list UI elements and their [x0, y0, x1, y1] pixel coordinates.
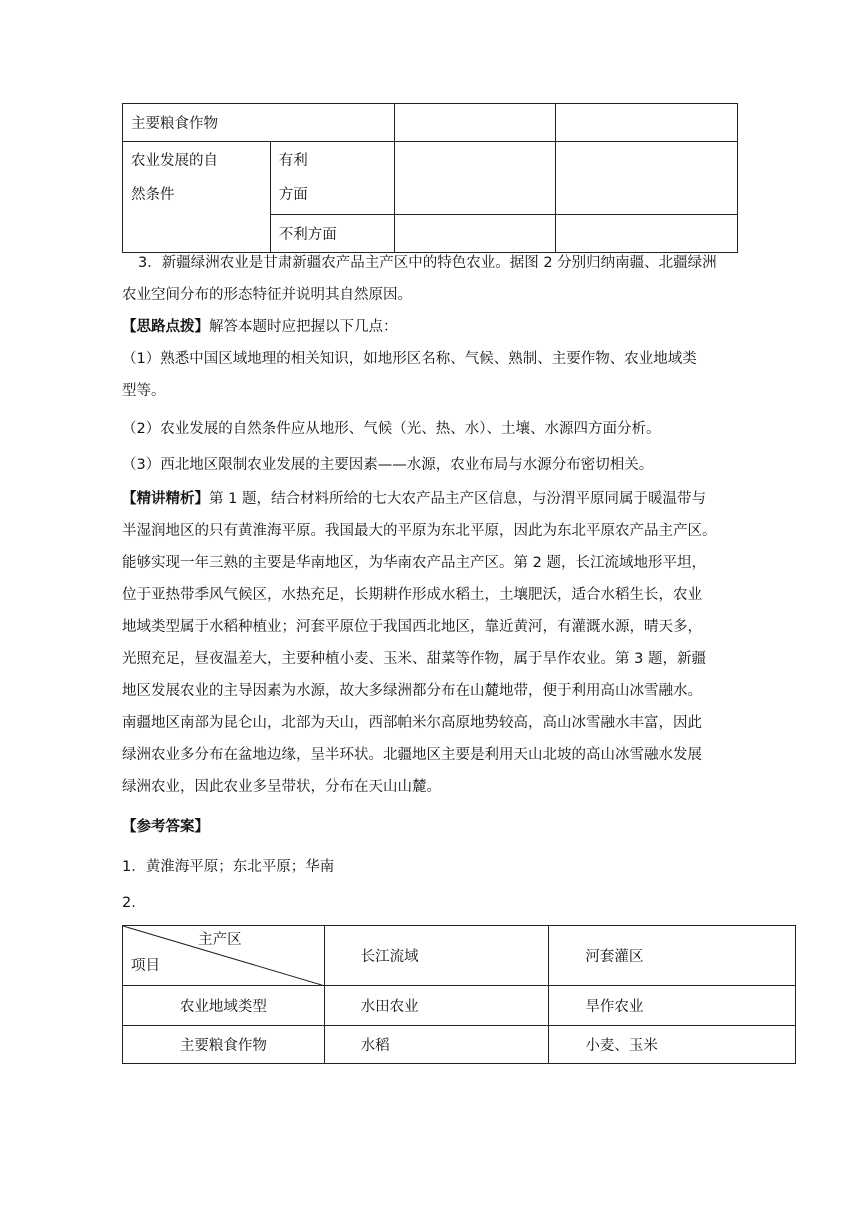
table-cell-empty[interactable]	[556, 104, 738, 142]
top-table	[122, 103, 738, 253]
analysis-line3: 能够实现一年三熟的主要是华南地区，为华南农产品主产区。第 2 题，长江流域地形平坦，	[122, 555, 706, 571]
cell-yangtze-crops: 水稻	[324, 1026, 549, 1064]
sub-label-favorable-2: 方面	[278, 187, 308, 203]
point-1-line1: （1）熟悉中国区域地理的相关知识，如地形区名称、气候、熟制、主要作物、农业地域类	[122, 351, 697, 367]
row-label-main-crops: 主要粮食作物	[131, 116, 218, 132]
table-cell	[123, 104, 395, 142]
table-cell-empty[interactable]	[394, 142, 556, 215]
analysis-line1	[122, 483, 742, 515]
row-label-natural-conditions-1: 农业发展的自	[131, 153, 218, 169]
table-cell-empty[interactable]	[394, 104, 556, 142]
point-1-line2: 型等。	[122, 383, 166, 399]
row-label-main-crops: 主要粮食作物	[123, 1026, 325, 1064]
diagonal-header-cell	[123, 926, 325, 986]
table-row	[123, 104, 738, 142]
analysis-line4: 位于亚热带季风气候区，水热充足，长期耕作形成水稻土，土壤肥沃，适合水稻生长，农业	[122, 587, 702, 603]
table-header-row	[123, 926, 796, 986]
header-col-hetao: 河套灌区	[549, 926, 796, 986]
table-cell	[123, 142, 271, 253]
table-row	[123, 142, 738, 215]
answer-table	[122, 925, 796, 1064]
table-cell	[270, 142, 394, 215]
question-3-line1: 3．新疆绿洲农业是甘肃新疆农产品主产区中的特色农业。据图 2 分别归纳南疆、北疆绿洲	[138, 255, 717, 271]
sub-label-unfavorable: 不利方面	[278, 227, 337, 243]
point-3: （3）西北地区限制农业发展的主要因素——水源，农业布局与水源分布密切相关。	[122, 457, 654, 473]
cell-hetao-agri-type: 旱作农业	[549, 986, 796, 1026]
header-main-area: 主产区	[198, 932, 242, 948]
answer-2: 2．	[122, 895, 146, 911]
analysis-heading: 【精讲精析】	[122, 491, 209, 507]
analysis-line9: 绿洲农业多分布在盆地边缘，呈半环状。北疆地区主要是利用天山北坡的高山冰雪融水发展	[122, 747, 702, 763]
analysis-text-1: 第 1 题，结合材料所给的七大农产品主产区信息，与汾渭平原同属于暖温带与	[209, 491, 706, 507]
point-2: （2）农业发展的自然条件应从地形、气候（光、热、水）、土壤、水源四方面分析。	[122, 421, 661, 437]
hint-heading: 【思路点拨】	[122, 319, 209, 335]
analysis-line2: 半湿润地区的只有黄淮海平原。我国最大的平原为东北平原，因此为东北平原农产品主产区。	[122, 523, 717, 539]
analysis-line5: 地域类型属于水稻种植业；河套平原位于我国西北地区，靠近黄河，有灌溉水源，晴天多，	[122, 619, 702, 635]
table-cell-empty[interactable]	[556, 142, 738, 215]
row-label-agri-type: 农业地域类型	[123, 986, 325, 1026]
analysis-line8: 南疆地区南部为昆仑山，北部为天山，西部帕米尔高原地势较高，高山冰雪融水丰富，因此	[122, 715, 702, 731]
table-row	[123, 1026, 796, 1064]
cell-yangtze-agri-type: 水田农业	[324, 986, 549, 1026]
hint-text: 解答本题时应把握以下几点：	[209, 319, 398, 335]
cell-hetao-crops: 小麦、玉米	[549, 1026, 796, 1064]
hint-paragraph	[122, 311, 742, 343]
analysis-line10: 绿洲农业，因此农业多呈带状，分布在天山山麓。	[122, 779, 441, 795]
question-3-line2: 农业空间分布的形态特征并说明其自然原因。	[122, 287, 412, 303]
header-item: 项目	[131, 958, 160, 974]
row-label-natural-conditions-2: 然条件	[131, 187, 175, 203]
table-row	[123, 986, 796, 1026]
sub-label-favorable-1: 有利	[278, 153, 308, 169]
answer-heading: 【参考答案】	[122, 819, 209, 835]
answer-1: 1．黄淮海平原；东北平原；华南	[122, 859, 335, 875]
analysis-line7: 地区发展农业的主导因素为水源，故大多绿洲都分布在山麓地带，便于利用高山冰雪融水。	[122, 683, 702, 699]
analysis-line6: 光照充足，昼夜温差大，主要种植小麦、玉米、甜菜等作物，属于旱作农业。第 3 题，新疆	[122, 651, 706, 667]
header-col-yangtze: 长江流域	[324, 926, 549, 986]
